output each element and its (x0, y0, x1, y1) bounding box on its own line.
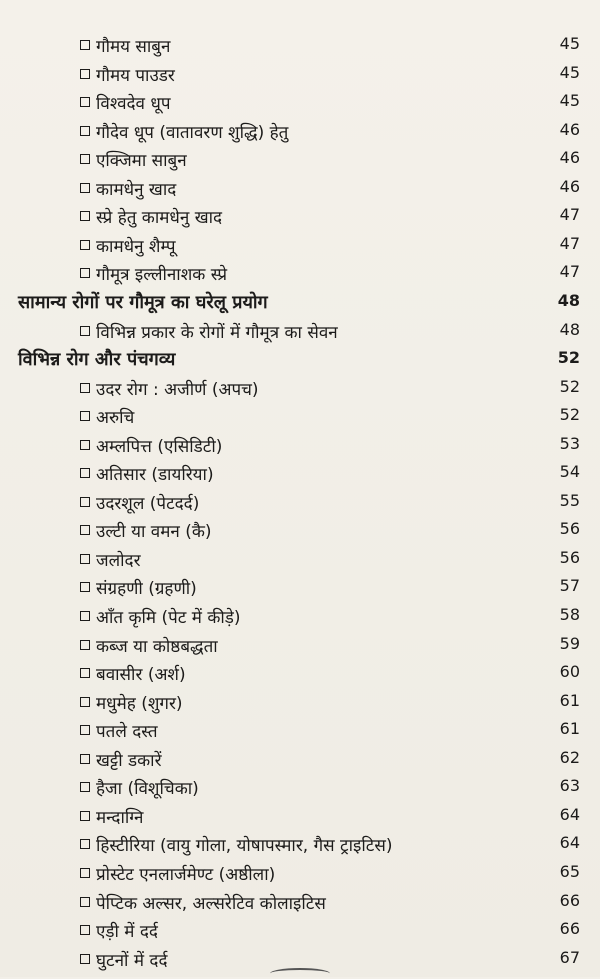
entry-title: मधुमेह (शुगर) (96, 694, 183, 714)
entry-title: विभिन्न प्रकार के रोगों में गौमूत्र का सेवन (96, 323, 338, 343)
page-number: 52 (559, 405, 580, 424)
entry-title: उदर रोग : अजीर्ण (अपच) (96, 380, 259, 400)
entry-title: कब्ज या कोष्ठबद्धता (96, 637, 218, 657)
page-number: 64 (559, 805, 580, 824)
page-number: 48 (559, 320, 580, 339)
toc-entry (0, 175, 600, 203)
checkbox-bullet-icon (80, 754, 90, 764)
entry-title: गौमय साबुन (96, 37, 171, 57)
toc-entry (0, 489, 600, 517)
toc-entry (0, 689, 600, 717)
toc-entry (0, 917, 600, 945)
checkbox-bullet-icon (80, 954, 90, 964)
entry-title: बवासीर (अर्श) (96, 665, 186, 685)
toc-entry (0, 717, 600, 745)
entry-title: उदरशूल (पेटदर्द) (96, 494, 200, 514)
entry-title: संग्रहणी (ग्रहणी) (96, 579, 197, 599)
checkbox-bullet-icon (80, 211, 90, 221)
checkbox-bullet-icon (80, 525, 90, 535)
checkbox-bullet-icon (80, 154, 90, 164)
page-number: 46 (559, 148, 580, 167)
entry-title: उल्टी या वमन (कै) (96, 522, 212, 542)
checkbox-bullet-icon (80, 839, 90, 849)
checkbox-bullet-icon (80, 240, 90, 250)
entry-title: विश्वदेव धूप (96, 94, 171, 114)
page-number: 56 (559, 519, 580, 538)
toc-entry (0, 603, 600, 631)
toc-entry (0, 803, 600, 831)
page-number: 61 (559, 719, 580, 738)
page-number: 48 (557, 291, 580, 310)
checkbox-bullet-icon (80, 183, 90, 193)
toc-entry (0, 375, 600, 403)
toc-entry (0, 146, 600, 174)
entry-title: जलोदर (96, 551, 141, 571)
page-number: 46 (559, 177, 580, 196)
toc-entry (0, 403, 600, 431)
checkbox-bullet-icon (80, 725, 90, 735)
toc-entry (0, 260, 600, 288)
checkbox-bullet-icon (80, 126, 90, 136)
page-number: 58 (559, 605, 580, 624)
page-number: 60 (559, 662, 580, 681)
toc-entry (0, 860, 600, 888)
page-number: 52 (559, 377, 580, 396)
entry-title: आँत कृमि (पेट में कीड़े) (96, 608, 241, 628)
checkbox-bullet-icon (80, 668, 90, 678)
toc-entry (0, 432, 600, 460)
entry-title: अम्लपित्त (एसिडिटी) (96, 437, 223, 457)
toc-entry (0, 118, 600, 146)
toc-entry (0, 831, 600, 859)
page-number: 46 (559, 120, 580, 139)
toc-entry (0, 460, 600, 488)
entry-title: गौदेव धूप (वातावरण शुद्धि) हेतु (96, 123, 289, 143)
page-number: 59 (559, 634, 580, 653)
page-number: 55 (559, 491, 580, 510)
page-number: 64 (559, 833, 580, 852)
section-heading (0, 346, 600, 374)
page-number: 63 (559, 776, 580, 795)
entry-title: विभिन्न रोग और पंचगव्य (18, 349, 176, 370)
page-number: 66 (559, 919, 580, 938)
page-number: 47 (559, 262, 580, 281)
page-number: 67 (559, 948, 580, 967)
checkbox-bullet-icon (80, 697, 90, 707)
checkbox-bullet-icon (80, 97, 90, 107)
entry-title: गौमूत्र इल्लीनाशक स्प्रे (96, 265, 228, 285)
page-number: 65 (559, 862, 580, 881)
checkbox-bullet-icon (80, 40, 90, 50)
page-number: 53 (559, 434, 580, 453)
toc-entry (0, 660, 600, 688)
entry-title: प्रोस्टेट एनलार्जमेण्ट (अष्ठीला) (96, 865, 276, 885)
entry-title: अरुचि (96, 408, 135, 428)
page-number: 52 (557, 348, 580, 367)
entry-title: घुटनों में दर्द (96, 951, 168, 971)
toc-entry (0, 774, 600, 802)
toc-entry (0, 546, 600, 574)
entry-title: पतले दस्त (96, 722, 158, 742)
checkbox-bullet-icon (80, 868, 90, 878)
entry-title: एड़ी में दर्द (96, 922, 158, 942)
page-number: 47 (559, 205, 580, 224)
toc-entry (0, 632, 600, 660)
entry-title: पेप्टिक अल्सर, अल्सरेटिव कोलाइटिस (96, 894, 326, 914)
checkbox-bullet-icon (80, 383, 90, 393)
checkbox-bullet-icon (80, 326, 90, 336)
page-number: 47 (559, 234, 580, 253)
page-bottom-mark (270, 968, 330, 979)
checkbox-bullet-icon (80, 897, 90, 907)
page-number: 45 (559, 91, 580, 110)
entry-title: गौमय पाउडर (96, 66, 175, 86)
entry-title: कामधेनु खाद (96, 180, 177, 200)
entry-title: अतिसार (डायरिया) (96, 465, 214, 485)
checkbox-bullet-icon (80, 268, 90, 278)
entry-title: एक्जिमा साबुन (96, 151, 187, 171)
page-number: 45 (559, 34, 580, 53)
checkbox-bullet-icon (80, 554, 90, 564)
entry-title: कामधेनु शैम्पू (96, 237, 176, 257)
toc-entry (0, 232, 600, 260)
page-number: 45 (559, 63, 580, 82)
toc-entry (0, 517, 600, 545)
checkbox-bullet-icon (80, 497, 90, 507)
checkbox-bullet-icon (80, 582, 90, 592)
toc-entry (0, 318, 600, 346)
section-heading (0, 289, 600, 317)
checkbox-bullet-icon (80, 69, 90, 79)
toc-entry (0, 89, 600, 117)
checkbox-bullet-icon (80, 811, 90, 821)
entry-title: स्प्रे हेतु कामधेनु खाद (96, 208, 223, 228)
page-number: 56 (559, 548, 580, 567)
page-number: 57 (559, 576, 580, 595)
page-number: 66 (559, 891, 580, 910)
toc-entry (0, 203, 600, 231)
page-number: 54 (559, 462, 580, 481)
checkbox-bullet-icon (80, 411, 90, 421)
entry-title: हैजा (विशूचिका) (96, 779, 199, 799)
entry-title: खट्टी डकारें (96, 751, 162, 771)
entry-title: हिस्टीरिया (वायु गोला, योषापस्मार, गैस ट्राइटिस) (96, 836, 393, 856)
entry-title: सामान्य रोगों पर गौमूत्र का घरेलू प्रयोग (18, 292, 268, 313)
entry-title: मन्दाग्नि (96, 808, 144, 828)
page-number: 61 (559, 691, 580, 710)
page-number: 62 (559, 748, 580, 767)
checkbox-bullet-icon (80, 640, 90, 650)
checkbox-bullet-icon (80, 925, 90, 935)
toc-entry (0, 32, 600, 60)
checkbox-bullet-icon (80, 782, 90, 792)
toc-entry (0, 61, 600, 89)
checkbox-bullet-icon (80, 611, 90, 621)
checkbox-bullet-icon (80, 440, 90, 450)
checkbox-bullet-icon (80, 468, 90, 478)
toc-entry (0, 746, 600, 774)
toc-entry (0, 889, 600, 917)
toc-entry (0, 574, 600, 602)
